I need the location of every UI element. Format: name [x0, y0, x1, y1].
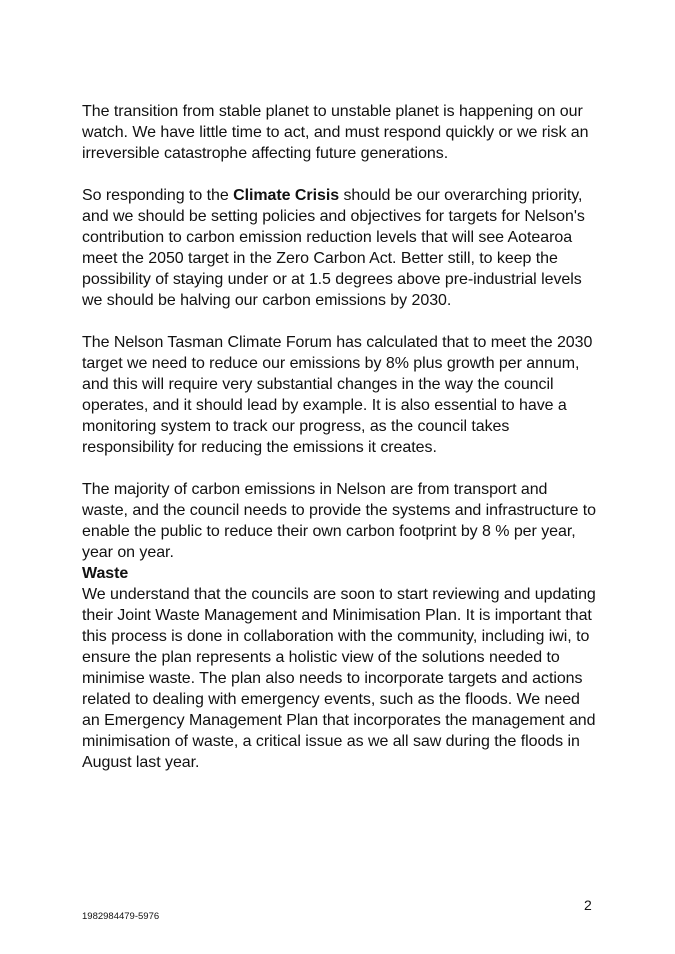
climate-crisis-emphasis: Climate Crisis [233, 187, 340, 204]
waste-heading: Waste [82, 565, 129, 582]
paragraph-climate-crisis-intro: So responding to the [82, 187, 234, 204]
waste-paragraph: We understand that the councils are soon to start reviewing and updating their Joint Waste Management and Minimisation Plan. It is important that this process is done in collaboration with the community, including iwi, to ensure the plan represents a holistic view of the solutions needed to minimise waste. The plan also needs to incorporate targets and actions related to dealing with emergency events, such as the floods. We need an Emergency Management Plan that incorporates the management and minimisation of waste, a critical issue as we all saw during the floods in August last year. [82, 586, 596, 771]
paragraph-climate-forum: The Nelson Tasman Climate Forum has calculated that to meet the 2030 target we need to reduce our emissions by 8% plus growth per annum, and this will require very substantial changes in the way the council operates, and it should lead by example. It is also essential to have a monitoring system to track our progress, as the council takes responsibility for reducing the emissions it creates. [82, 334, 593, 456]
document-body [82, 101, 597, 773]
paragraph-climate-crisis-body: should be our overarching priority, and we should be setting policies and objectives for targets for Nelson's contribution to carbon emission reduction levels that will see Aotearoa meet the 2050 target in the Zero Carbon Act. Better still, to keep the possibility of staying under or at 1.5 degrees above pre-industrial levels we should be halving our carbon emissions by 2030. [82, 187, 585, 309]
paragraph-transition: The transition from stable planet to unstable planet is happening on our watch. We have little time to act, and must respond quickly or we risk an irreversible catastrophe affecting future generations. [82, 103, 589, 162]
document-id: 1982984479-5976 [82, 911, 160, 922]
paragraph-climate-crisis [82, 185, 597, 311]
paragraph-carbon-emissions: The majority of carbon emissions in Nelson are from transport and waste, and the council needs to provide the systems and infrastructure to enable the public to reduce their own carbon footprint by 8 % per year, year on year. [82, 481, 596, 561]
page-number: 2 [584, 897, 592, 913]
